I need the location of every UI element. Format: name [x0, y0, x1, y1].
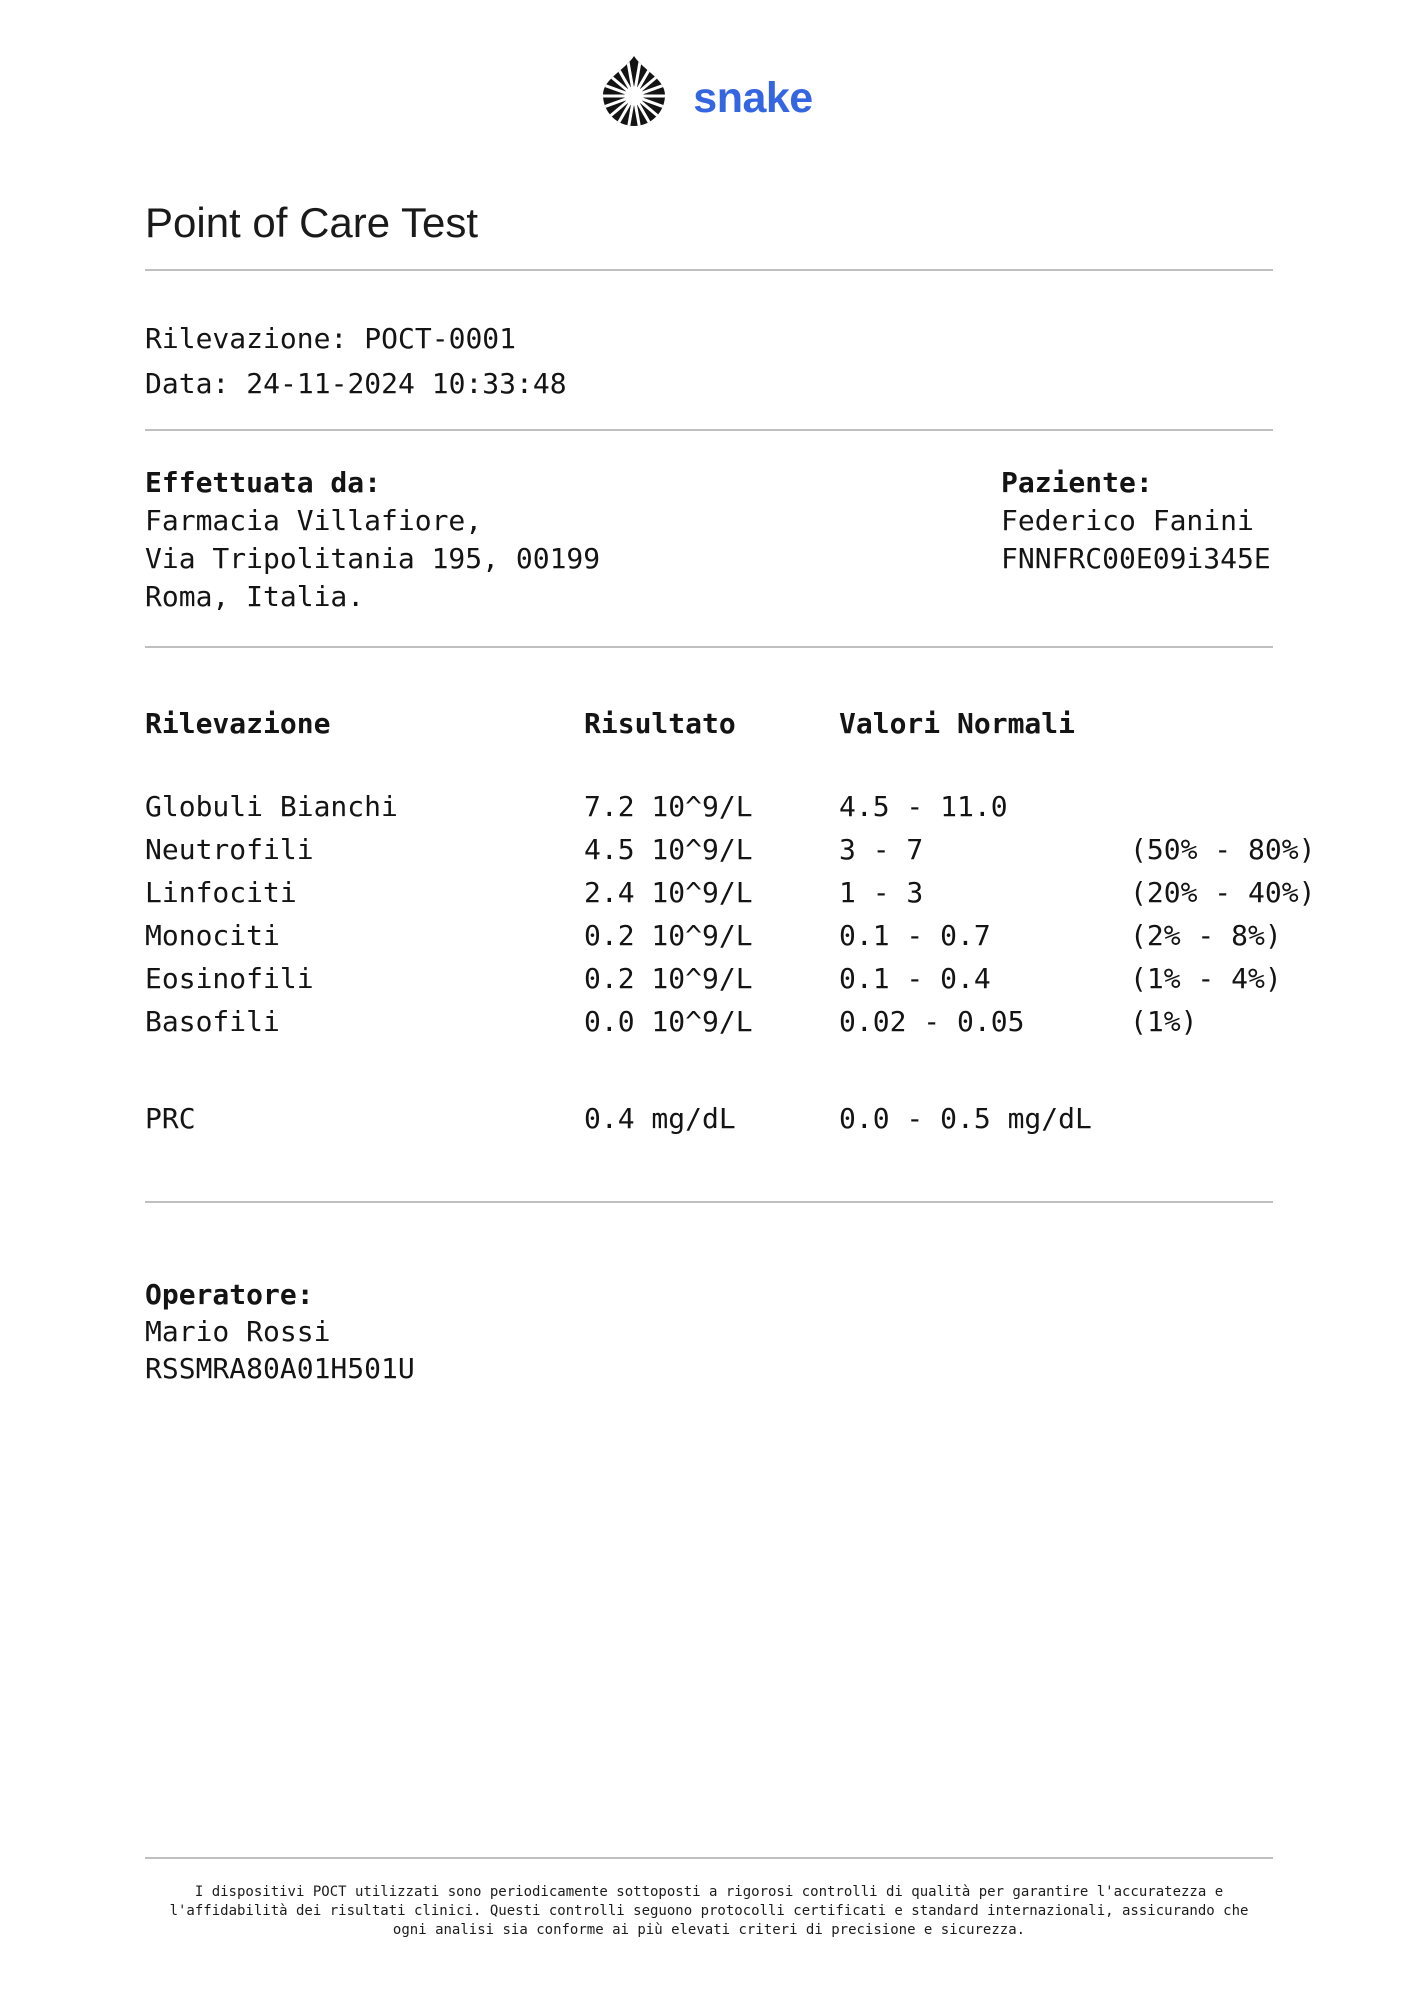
table-row [0, 962, 1414, 995]
rilevazione-label: Rilevazione: [145, 322, 348, 355]
table-row [0, 790, 1414, 823]
footer-line: I dispositivi POCT utilizzati sono periodicamente sottoposti a rigorosi controlli di qualità per garantire l'accuratezza e [194, 1884, 1224, 1900]
header-risultato: Risultato [584, 707, 736, 740]
table-row [0, 833, 1414, 866]
date-label: Data: [145, 367, 230, 400]
header-valori-normali: Valori Normali [839, 707, 1076, 740]
analyte-percent: (20% - 40%) [1130, 876, 1316, 909]
footer-line: ogni analisi sia conforme ai più elevati criteri di precisione e sicurezza. [392, 1922, 1026, 1938]
analyte-percent: (2% - 8%) [1130, 919, 1282, 952]
analyte-result: 7.2 10^9/L [584, 790, 753, 823]
analyte-range: 1 - 3 [839, 876, 924, 909]
analyte-range: 3 - 7 [839, 833, 924, 866]
drop-rays-icon [601, 56, 667, 126]
analyte-result: 0.4 mg/dL [584, 1102, 736, 1135]
brand-name: snake [693, 73, 813, 122]
footer-disclaimer [145, 1883, 1273, 1940]
analyte-range: 0.1 - 0.7 [839, 919, 991, 952]
table-row [0, 1005, 1414, 1038]
operator-name: Mario Rossi [145, 1315, 331, 1348]
divider [145, 429, 1273, 431]
rilevazione-value: POCT-0001 [364, 322, 517, 355]
analyte-result: 2.4 10^9/L [584, 876, 753, 909]
analyte-name: Eosinofili [145, 962, 314, 995]
date-line [145, 361, 567, 406]
analyte-range: 0.0 - 0.5 mg/dL [839, 1102, 1092, 1135]
report-meta [145, 316, 567, 406]
analyte-result: 0.2 10^9/L [584, 962, 753, 995]
table-row [0, 876, 1414, 909]
operator-block [145, 1276, 415, 1387]
patient-block [1001, 464, 1273, 616]
operator-label: Operatore: [145, 1278, 314, 1311]
header-rilevazione: Rilevazione [145, 707, 331, 740]
performed-by-block [145, 464, 1001, 616]
brand-logo [0, 56, 1414, 126]
analyte-range: 0.1 - 0.4 [839, 962, 991, 995]
divider [145, 1857, 1273, 1859]
analyte-percent: (1% - 4%) [1130, 962, 1282, 995]
parties-section [145, 464, 1273, 616]
patient-label: Paziente: [1001, 466, 1153, 499]
analyte-range: 4.5 - 11.0 [839, 790, 1008, 823]
table-row [0, 1102, 1414, 1135]
patient-name: Federico Fanini [1001, 504, 1254, 537]
analyte-name: Linfociti [145, 876, 297, 909]
footer-line: l'affidabilità dei risultati clinici. Questi controlli seguono protocolli certificati e standard internazionali, assicurando che [169, 1903, 1249, 1919]
pharmacy-address: Via Tripolitania 195, 00199 [145, 542, 601, 575]
analyte-result: 0.2 10^9/L [584, 919, 753, 952]
divider [145, 1201, 1273, 1203]
analyte-percent: (50% - 80%) [1130, 833, 1316, 866]
patient-fiscal-code: FNNFRC00E09i345E [1001, 542, 1271, 575]
operator-fiscal-code: RSSMRA80A01H501U [145, 1352, 415, 1385]
analyte-result: 4.5 10^9/L [584, 833, 753, 866]
analyte-name: Basofili [145, 1005, 280, 1038]
analyte-percent: (1%) [1130, 1005, 1198, 1038]
performed-by-label: Effettuata da: [145, 466, 382, 499]
analyte-name: Globuli Bianchi [145, 790, 398, 823]
rilevazione-line [145, 316, 567, 361]
results-header-row [0, 707, 1414, 740]
analyte-name: Monociti [145, 919, 280, 952]
analyte-range: 0.02 - 0.05 [839, 1005, 1025, 1038]
divider [145, 646, 1273, 648]
analyte-result: 0.0 10^9/L [584, 1005, 753, 1038]
pharmacy-name: Farmacia Villafiore, [145, 504, 483, 537]
pharmacy-city: Roma, Italia. [145, 580, 365, 613]
table-row [0, 919, 1414, 952]
date-value: 24-11-2024 10:33:48 [246, 367, 567, 400]
page-title: Point of Care Test [145, 199, 479, 246]
analyte-name: Neutrofili [145, 833, 314, 866]
analyte-name: PRC [145, 1102, 196, 1135]
divider [145, 269, 1273, 271]
